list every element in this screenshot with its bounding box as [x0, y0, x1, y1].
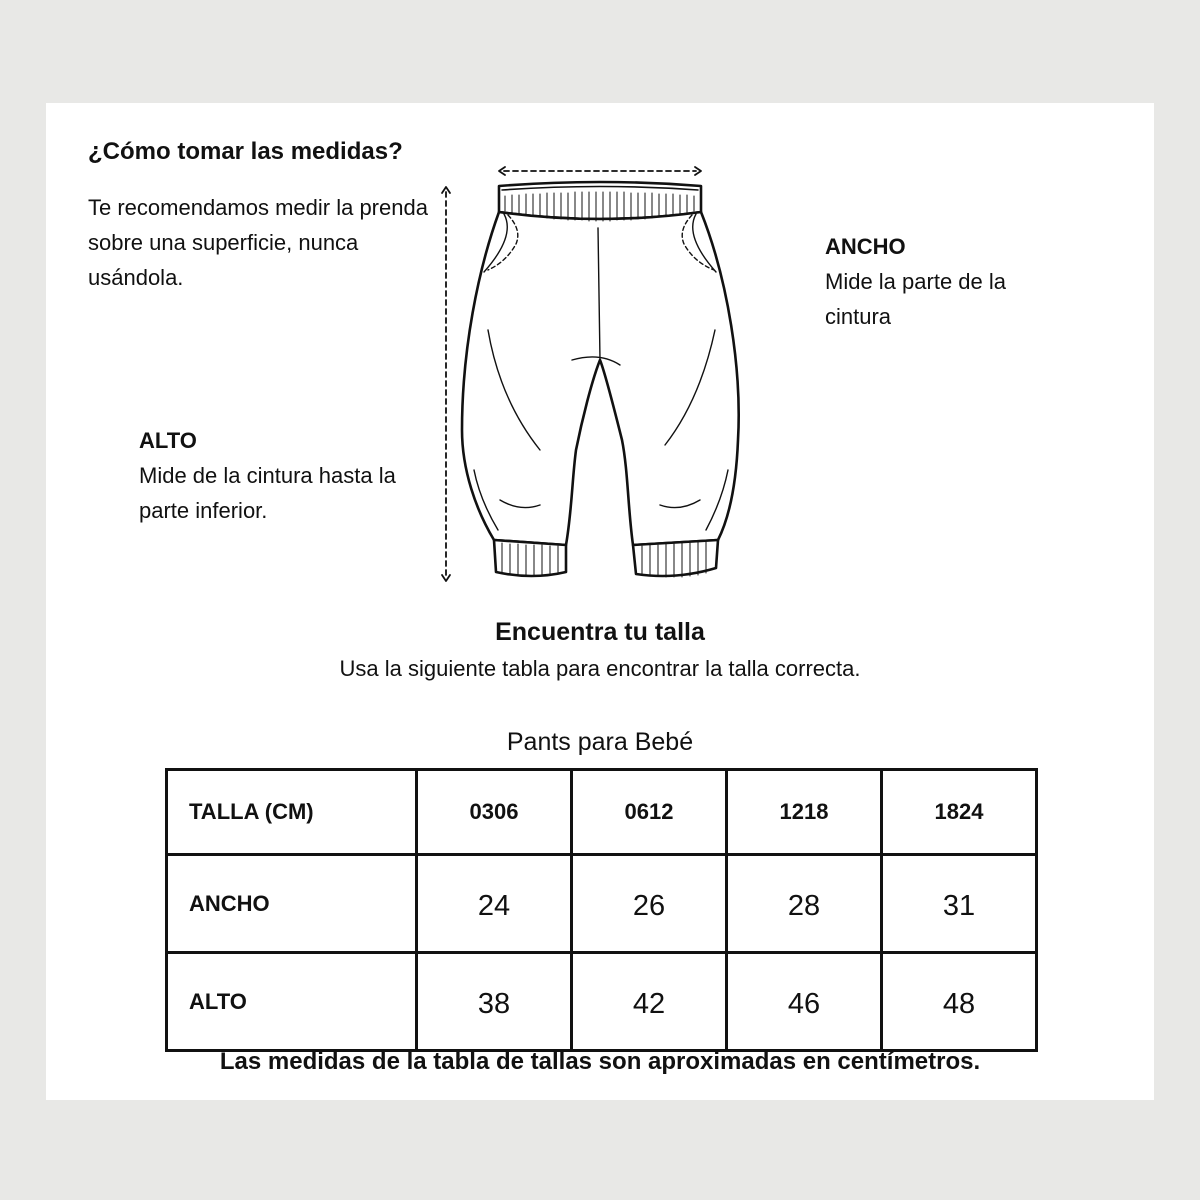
find-size-subtitle: Usa la siguiente tabla para encontrar la talla correcta.	[339, 656, 861, 681]
size-header-cell: 1824	[882, 770, 1037, 855]
row-label-cell: ALTO	[167, 953, 417, 1051]
value-cell: 31	[882, 855, 1037, 953]
pants-outline-icon	[462, 182, 739, 576]
value-cell: 38	[417, 953, 572, 1051]
value-cell: 48	[882, 953, 1037, 1051]
alto-description: Mide de la cintura hasta la parte inferior.	[139, 463, 396, 523]
value-cell: 28	[727, 855, 882, 953]
footer-note: Las medidas de la tabla de tallas son aproximadas en centímetros.	[219, 1048, 981, 1075]
table-caption: Pants para Bebé	[506, 728, 694, 756]
alto-label: ALTO	[139, 428, 197, 453]
ancho-description: Mide la parte de la cintura	[825, 269, 1006, 329]
measure-instructions-text: Te recomendamos medir la prenda sobre una superficie, nunca usándola.	[88, 195, 428, 290]
alto-info	[139, 423, 409, 528]
value-cell: 26	[572, 855, 727, 953]
table-row	[167, 953, 1037, 1051]
value-cell: 46	[727, 953, 882, 1051]
size-header-cell: 0612	[572, 770, 727, 855]
height-arrow-icon	[442, 187, 450, 581]
value-cell: 42	[572, 953, 727, 1051]
table-row	[167, 855, 1037, 953]
ancho-label: ANCHO	[825, 234, 906, 259]
value-cell: 24	[417, 855, 572, 953]
baby-pants-illustration	[430, 150, 760, 590]
size-header-cell: 1218	[727, 770, 882, 855]
header-label-cell: TALLA (CM)	[167, 770, 417, 855]
row-label-cell: ANCHO	[167, 855, 417, 953]
table-header-row	[167, 770, 1037, 855]
ancho-info	[825, 229, 1065, 334]
how-to-measure-heading: ¿Cómo tomar las medidas?	[88, 138, 403, 165]
size-table	[165, 768, 1038, 1052]
width-arrow-icon	[499, 167, 701, 175]
size-header-cell: 0306	[417, 770, 572, 855]
find-size-title: Encuentra tu talla	[495, 618, 705, 646]
